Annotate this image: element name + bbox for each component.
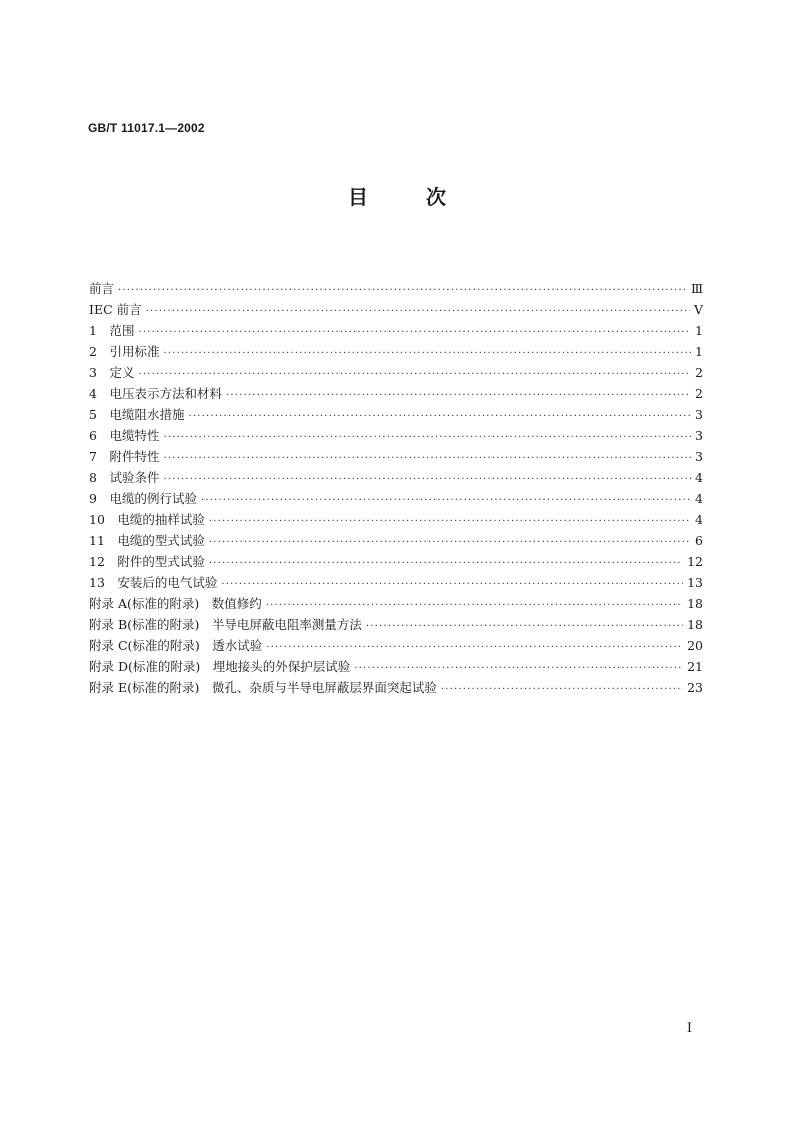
leader-dots (163, 448, 691, 469)
toc-entry-label: 8 试验条件 (89, 470, 160, 485)
leader-dots (201, 490, 691, 511)
leader-dots (221, 574, 683, 595)
toc-entry-label: 1 范围 (89, 323, 135, 338)
toc-entry-page: 2 (695, 386, 703, 401)
standard-code: GB/T 11017.1—2002 (88, 121, 205, 135)
title-char-right: 次 (426, 185, 446, 209)
toc-entry-label: 附录 C(标准的附录) 透水试验 (89, 638, 263, 653)
toc-entry[interactable] (89, 635, 703, 656)
leader-dots (366, 616, 683, 637)
toc-entry-page: 1 (695, 323, 703, 338)
toc-entry[interactable] (89, 677, 703, 698)
leader-dots (146, 301, 690, 322)
toc-entry[interactable] (89, 509, 703, 530)
leader-dots (226, 385, 691, 406)
leader-dots (188, 406, 691, 427)
toc-entry-label: 7 附件特性 (89, 449, 160, 464)
toc-entry-page: 18 (687, 596, 703, 611)
toc-entry[interactable] (89, 530, 703, 551)
toc-entry[interactable] (89, 299, 703, 320)
toc-entry-label: 10 电缆的抽样试验 (89, 512, 205, 527)
toc-entry-label: 2 引用标准 (89, 344, 160, 359)
toc-entry[interactable] (89, 593, 703, 614)
title-char-left: 目 (348, 185, 368, 209)
leader-dots (209, 511, 691, 532)
toc-entry-page: Ⅲ (690, 281, 703, 296)
leader-dots (138, 322, 691, 343)
toc-entry-label: 附录 D(标准的附录) 埋地接头的外保护层试验 (89, 659, 351, 674)
leader-dots (354, 658, 683, 679)
toc-entry[interactable] (89, 446, 703, 467)
toc-entry-label: 13 安装后的电气试验 (89, 575, 218, 590)
leader-dots (209, 532, 691, 553)
table-of-contents (89, 278, 703, 698)
toc-entry-label: 附录 E(标准的附录) 微孔、杂质与半导电屏蔽层界面突起试验 (89, 680, 437, 695)
leader-dots (209, 553, 683, 574)
toc-entry[interactable] (89, 278, 703, 299)
toc-entry[interactable] (89, 656, 703, 677)
toc-entry[interactable] (89, 614, 703, 635)
leader-dots (266, 637, 683, 658)
toc-entry-label: 12 附件的型式试验 (89, 554, 205, 569)
toc-entry-page: 3 (695, 449, 703, 464)
toc-entry-page: 13 (687, 575, 703, 590)
leader-dots (118, 280, 687, 301)
toc-entry-label: 附录 A(标准的附录) 数值修约 (89, 596, 262, 611)
leader-dots (138, 364, 691, 385)
toc-entry-page: 1 (695, 344, 703, 359)
toc-entry-page: Ⅴ (693, 302, 703, 317)
toc-entry-page: 2 (695, 365, 703, 380)
toc-entry-label: 9 电缆的例行试验 (89, 491, 197, 506)
toc-entry-page: 18 (687, 617, 703, 632)
leader-dots (163, 469, 691, 490)
toc-entry-page: 4 (695, 512, 703, 527)
toc-entry-page: 23 (687, 680, 703, 695)
toc-entry[interactable] (89, 341, 703, 362)
toc-entry-page: 6 (695, 533, 703, 548)
toc-entry[interactable] (89, 404, 703, 425)
leader-dots (163, 427, 691, 448)
toc-entry-label: 前言 (89, 281, 115, 296)
toc-entry[interactable] (89, 467, 703, 488)
toc-entry-page: 3 (695, 428, 703, 443)
toc-entry-label: 4 电压表示方法和材料 (89, 386, 222, 401)
toc-entry[interactable] (89, 362, 703, 383)
toc-entry-label: 11 电缆的型式试验 (89, 533, 205, 548)
toc-entry-page: 20 (687, 638, 703, 653)
toc-entry-label: 5 电缆阻水措施 (89, 407, 185, 422)
toc-entry[interactable] (89, 383, 703, 404)
toc-entry-label: IEC 前言 (89, 302, 142, 317)
toc-entry-page: 3 (695, 407, 703, 422)
toc-entry-page: 4 (695, 491, 703, 506)
toc-entry-label: 6 电缆特性 (89, 428, 160, 443)
toc-entry[interactable] (89, 488, 703, 509)
leader-dots (441, 679, 683, 700)
leader-dots (163, 343, 691, 364)
toc-entry[interactable] (89, 572, 703, 593)
leader-dots (266, 595, 683, 616)
toc-entry[interactable] (89, 425, 703, 446)
toc-entry[interactable] (89, 320, 703, 341)
toc-entry-label: 3 定义 (89, 365, 135, 380)
page-title (0, 181, 794, 210)
toc-entry-page: 12 (687, 554, 703, 569)
toc-entry-page: 21 (687, 659, 703, 674)
toc-entry-label: 附录 B(标准的附录) 半导电屏蔽电阻率测量方法 (89, 617, 362, 632)
page-number: I (686, 1021, 692, 1036)
toc-entry[interactable] (89, 551, 703, 572)
toc-entry-page: 4 (695, 470, 703, 485)
